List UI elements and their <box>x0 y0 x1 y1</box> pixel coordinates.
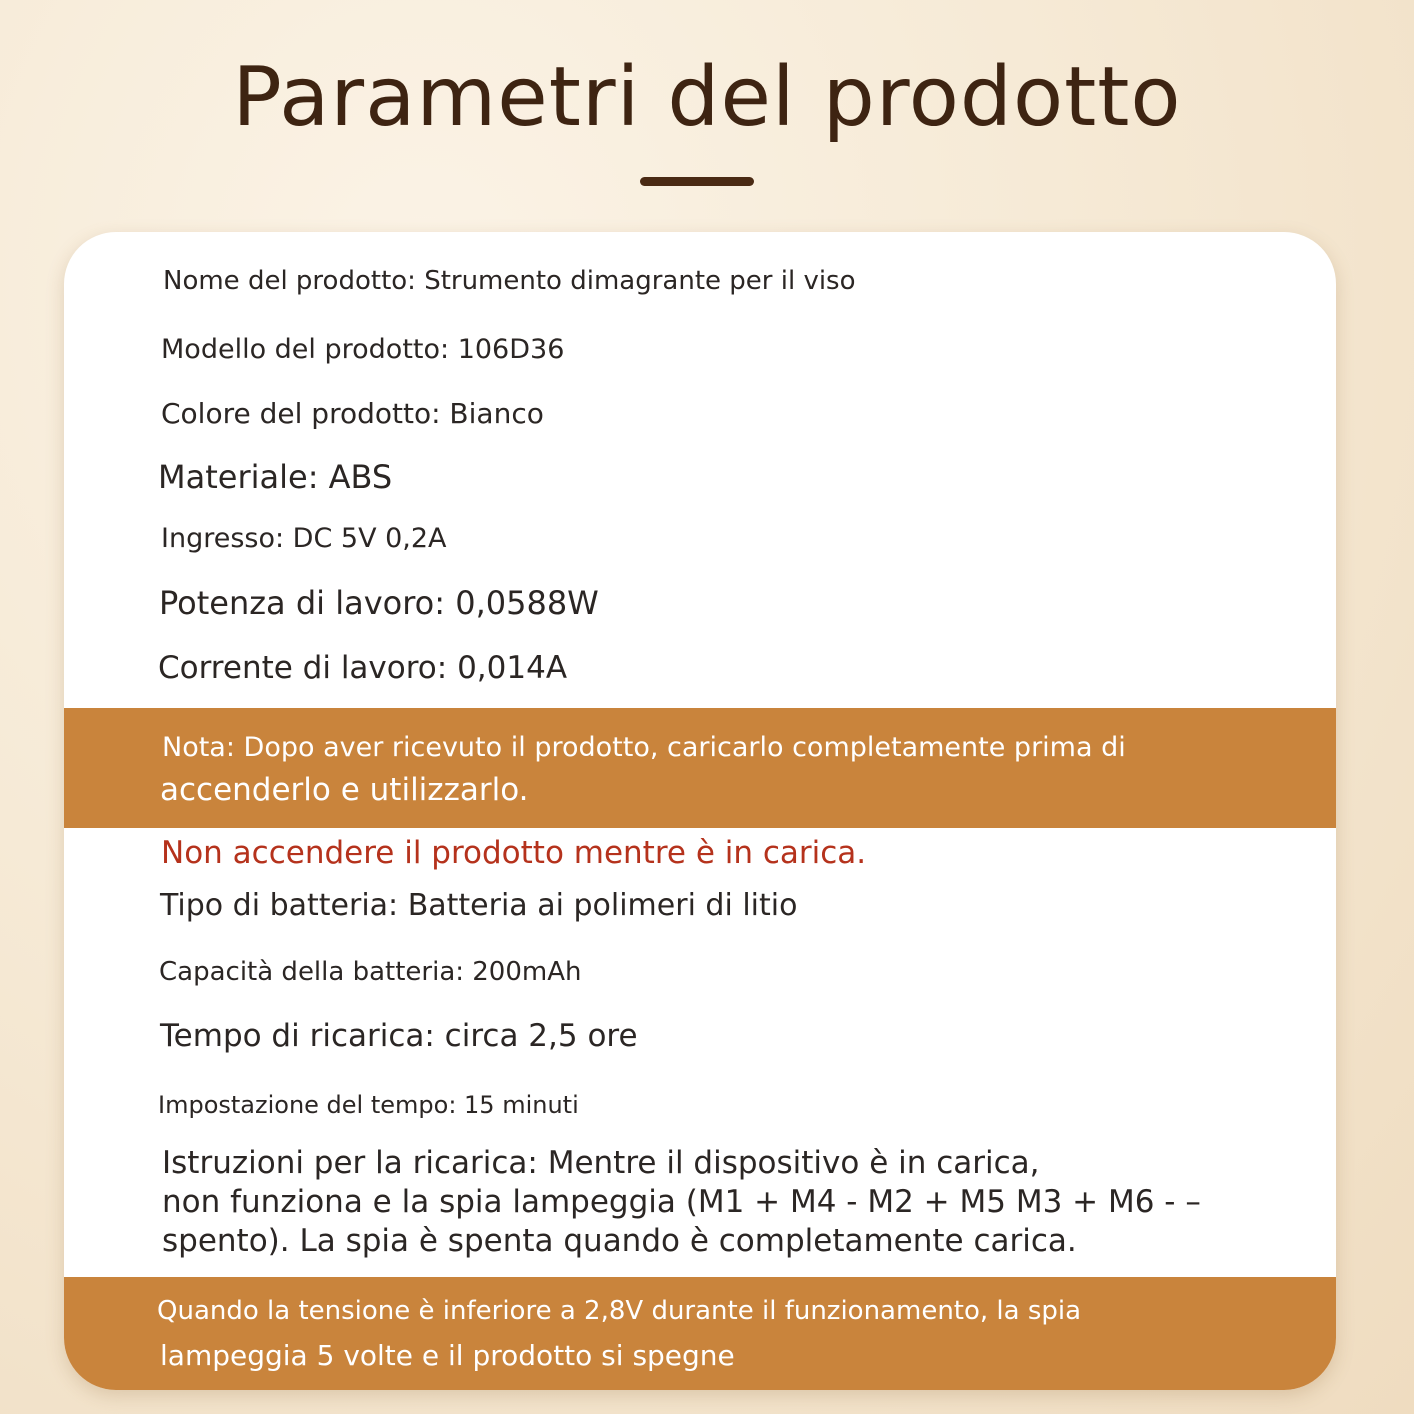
charging-warning: Non accendere il prodotto mentre è in carica. <box>161 835 867 871</box>
charging-instructions-line-1: Istruzioni per la ricarica: Mentre il dispositivo è in carica, <box>162 1145 1040 1181</box>
spec-material: Materiale: ABS <box>158 458 393 496</box>
spec-timer-setting: Impostazione del tempo: 15 minuti <box>158 1091 579 1119</box>
spec-product-name: Nome del prodotto: Strumento dimagrante per il viso <box>163 266 856 296</box>
note-line-1: Nota: Dopo aver ricevuto il prodotto, caricarlo completamente prima di <box>162 732 1126 763</box>
spec-working-power: Potenza di lavoro: 0,0588W <box>159 584 599 622</box>
charging-instructions <box>162 1144 1201 1261</box>
note-band <box>64 708 1336 828</box>
voltage-line-1: Quando la tensione è inferiore a 2,8V durante il funzionamento, la spia <box>157 1296 1082 1326</box>
note-line-2: accenderlo e utilizzarlo. <box>160 772 529 808</box>
spec-product-model: Modello del prodotto: 106D36 <box>161 334 565 365</box>
spec-battery-type: Tipo di batteria: Batteria ai polimeri di litio <box>160 888 798 923</box>
spec-charging-time: Tempo di ricarica: circa 2,5 ore <box>160 1018 638 1054</box>
spec-input: Ingresso: DC 5V 0,2A <box>161 523 447 554</box>
spec-battery-capacity: Capacità della batteria: 200mAh <box>159 957 582 987</box>
page-title: Parametri del prodotto <box>232 50 1182 145</box>
spec-working-current: Corrente di lavoro: 0,014A <box>158 650 568 686</box>
voltage-line-2: lampeggia 5 volte e il prodotto si spegne <box>160 1339 735 1372</box>
voltage-band <box>64 1277 1336 1390</box>
charging-instructions-line-2: non funziona e la spia lampeggia (M1 + M4 - M2 + M5 M3 + M6 - – <box>162 1184 1201 1220</box>
spec-product-color: Colore del prodotto: Bianco <box>161 397 544 430</box>
spec-card <box>64 232 1336 1390</box>
charging-instructions-line-3: spento). La spia è spenta quando è completamente carica. <box>162 1223 1077 1259</box>
title-divider <box>640 177 754 186</box>
